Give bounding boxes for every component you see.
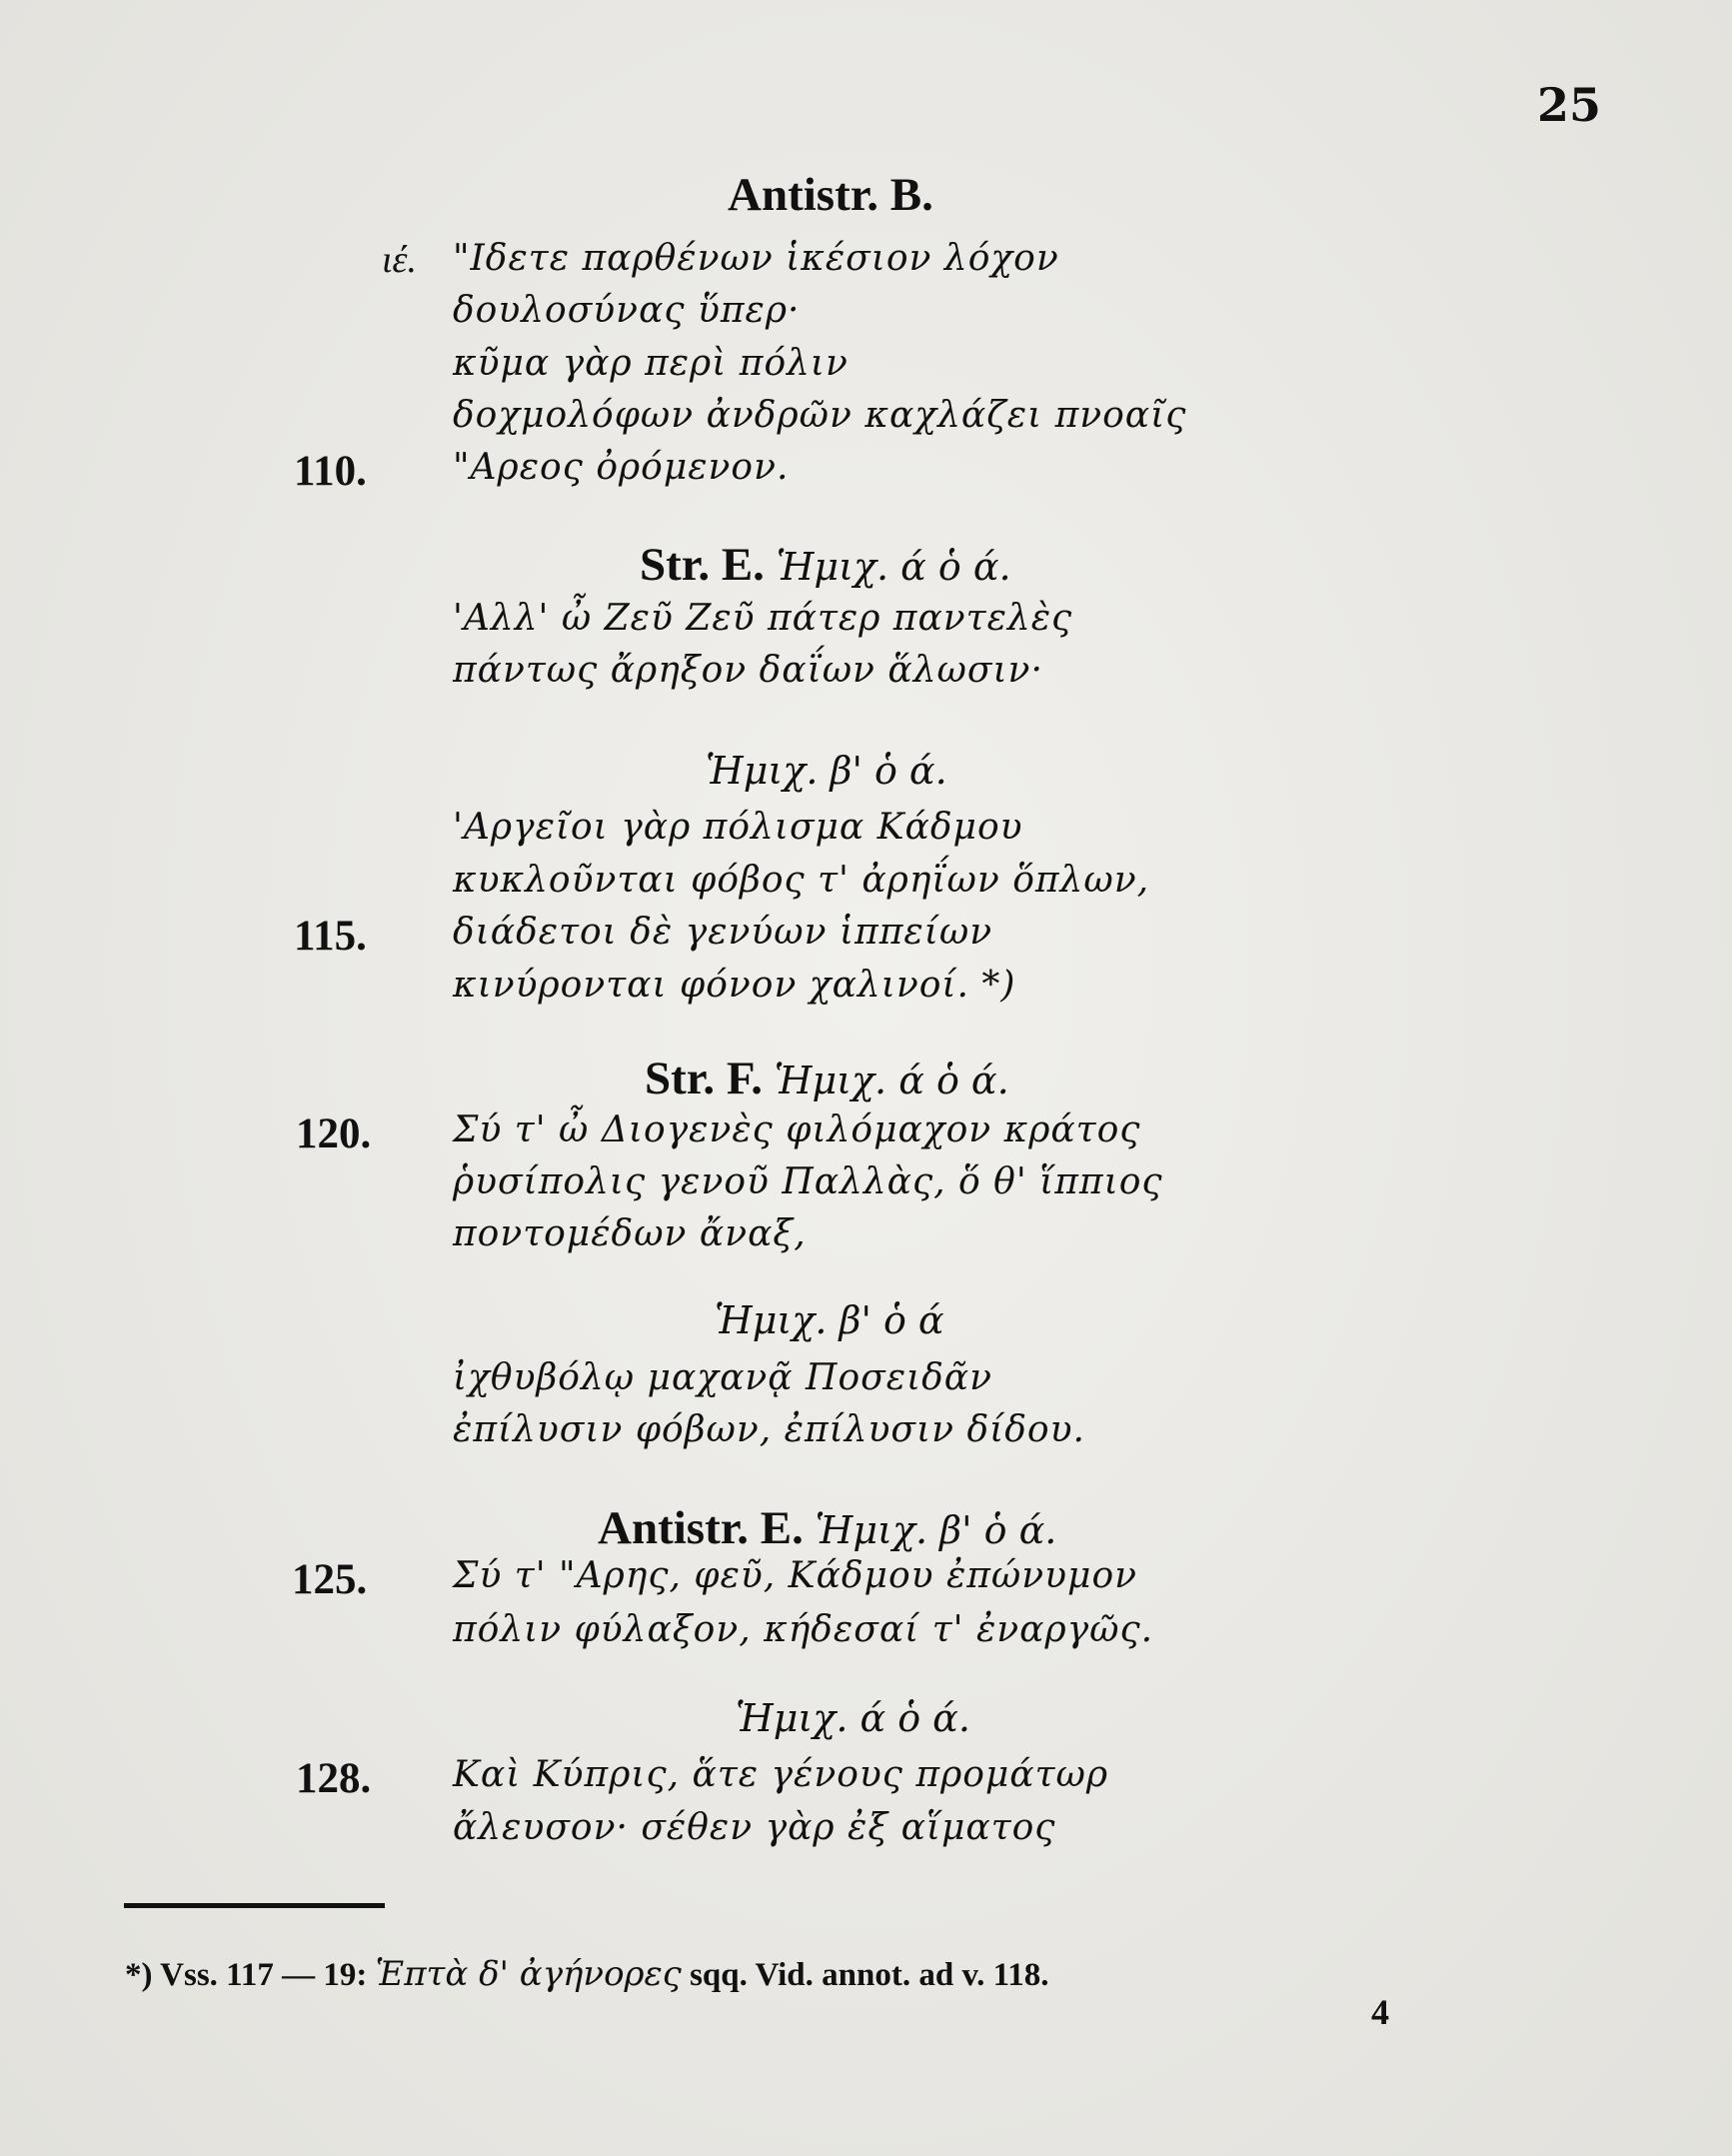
speaker-heading-hemich-b: Ἡμιχ. β' ὁ ά.: [706, 749, 947, 793]
footnote-greek: Ἑπτὰ δ' ἀγήνορες: [375, 1954, 682, 1994]
strophe-label: Str. F.: [645, 1053, 763, 1104]
verse-line: Σύ τ' "Αρης, φεῦ, Κάδμου ἐπώνυμον: [453, 1555, 1138, 1596]
page-number: 25: [1537, 78, 1602, 132]
section-heading-antistr-b: Antistr. B.: [728, 169, 933, 221]
section-heading-antistr-e: [598, 1501, 1056, 1555]
footnote-rule: [124, 1903, 385, 1908]
footnote-marker: *): [125, 1957, 153, 1993]
verse-line: "Ιδετε παρθένων ἱκέσιον λόχον: [453, 238, 1059, 279]
verse-line: δοχμολόφων ἀνδρῶν καχλάζει πνοαῖς: [453, 395, 1187, 436]
footnote-suffix: sqq. Vid. annot. ad v. 118.: [690, 1957, 1049, 1993]
line-number-115: 115.: [294, 913, 367, 960]
line-number-110: 110.: [294, 448, 367, 495]
verse-line: πάντως ἄρηξον δαΐων ἅλωσιν·: [453, 650, 1043, 691]
footnote: [125, 1954, 1049, 1994]
section-heading-str-f: [645, 1052, 1009, 1105]
verse-line: "Αρεος ὀρόμενον.: [453, 447, 790, 488]
verse-line: Σύ τ' ὦ Διογενὲς φιλόμαχον κράτος: [453, 1109, 1141, 1150]
verse-line: ῥυσίπολις γενοῦ Παλλὰς, ὅ θ' ἵππιος: [453, 1161, 1163, 1202]
verse-line: ποντομέδων ἄναξ,: [453, 1213, 807, 1254]
verse-line: δουλοσύνας ὕπερ·: [453, 290, 801, 331]
speaker-label: Ἡμιχ. ά ὁ ά.: [774, 1059, 1009, 1102]
speaker-heading-hemich-b: Ἡμιχ. β' ὁ ά: [715, 1298, 944, 1342]
line-number-125: 125.: [292, 1556, 368, 1603]
section-heading-str-e: [640, 538, 1011, 592]
verse-line: ἰχθυβόλῳ μαχανᾷ Ποσειδᾶν: [453, 1357, 993, 1398]
strophe-label: Antistr. E.: [598, 1502, 804, 1554]
verse-line: 'Αλλ' ὦ Ζεῦ Ζεῦ πάτερ παντελὲς: [453, 598, 1073, 639]
strophe-label: Str. E.: [640, 539, 765, 591]
verse-line: διάδετοι δὲ γενύων ἱππείων: [453, 912, 993, 953]
line-number-128: 128.: [296, 1755, 372, 1802]
verse-line: Καὶ Κύπρις, ἅτε γένους προμάτωρ: [453, 1754, 1109, 1795]
verse-line: 'Αργεῖοι γὰρ πόλισμα Κάδμου: [453, 807, 1023, 848]
verse-line: ἐπίλυσιν φόβων, ἐπίλυσιν δίδου.: [453, 1409, 1085, 1450]
footnote-prefix: Vss. 117 — 19:: [160, 1957, 368, 1993]
line-number-120: 120.: [296, 1110, 372, 1157]
speaker-heading-hemich-a: Ἡμιχ. ά ὁ ά.: [736, 1696, 970, 1740]
verse-line: ἄλευσον· σέθεν γὰρ ἐξ αἵματος: [453, 1807, 1056, 1848]
signature-mark: 4: [1371, 1992, 1389, 2032]
line-number-ie: ιέ.: [382, 239, 418, 281]
verse-line: κυκλοῦνται φόβος τ' ἀρηΐων ὅπλων,: [453, 860, 1150, 901]
verse-line: κῦμα γὰρ περὶ πόλιν: [453, 343, 849, 384]
verse-line: πόλιν φύλαξον, κήδεσαί τ' ἐναργῶς.: [453, 1609, 1154, 1650]
speaker-label: Ἡμιχ. ά ὁ ά.: [776, 545, 1011, 589]
speaker-label: Ἡμιχ. β' ὁ ά.: [815, 1508, 1057, 1552]
verse-line: κινύρονται φόνον χαλινοί. *): [453, 965, 1016, 1006]
